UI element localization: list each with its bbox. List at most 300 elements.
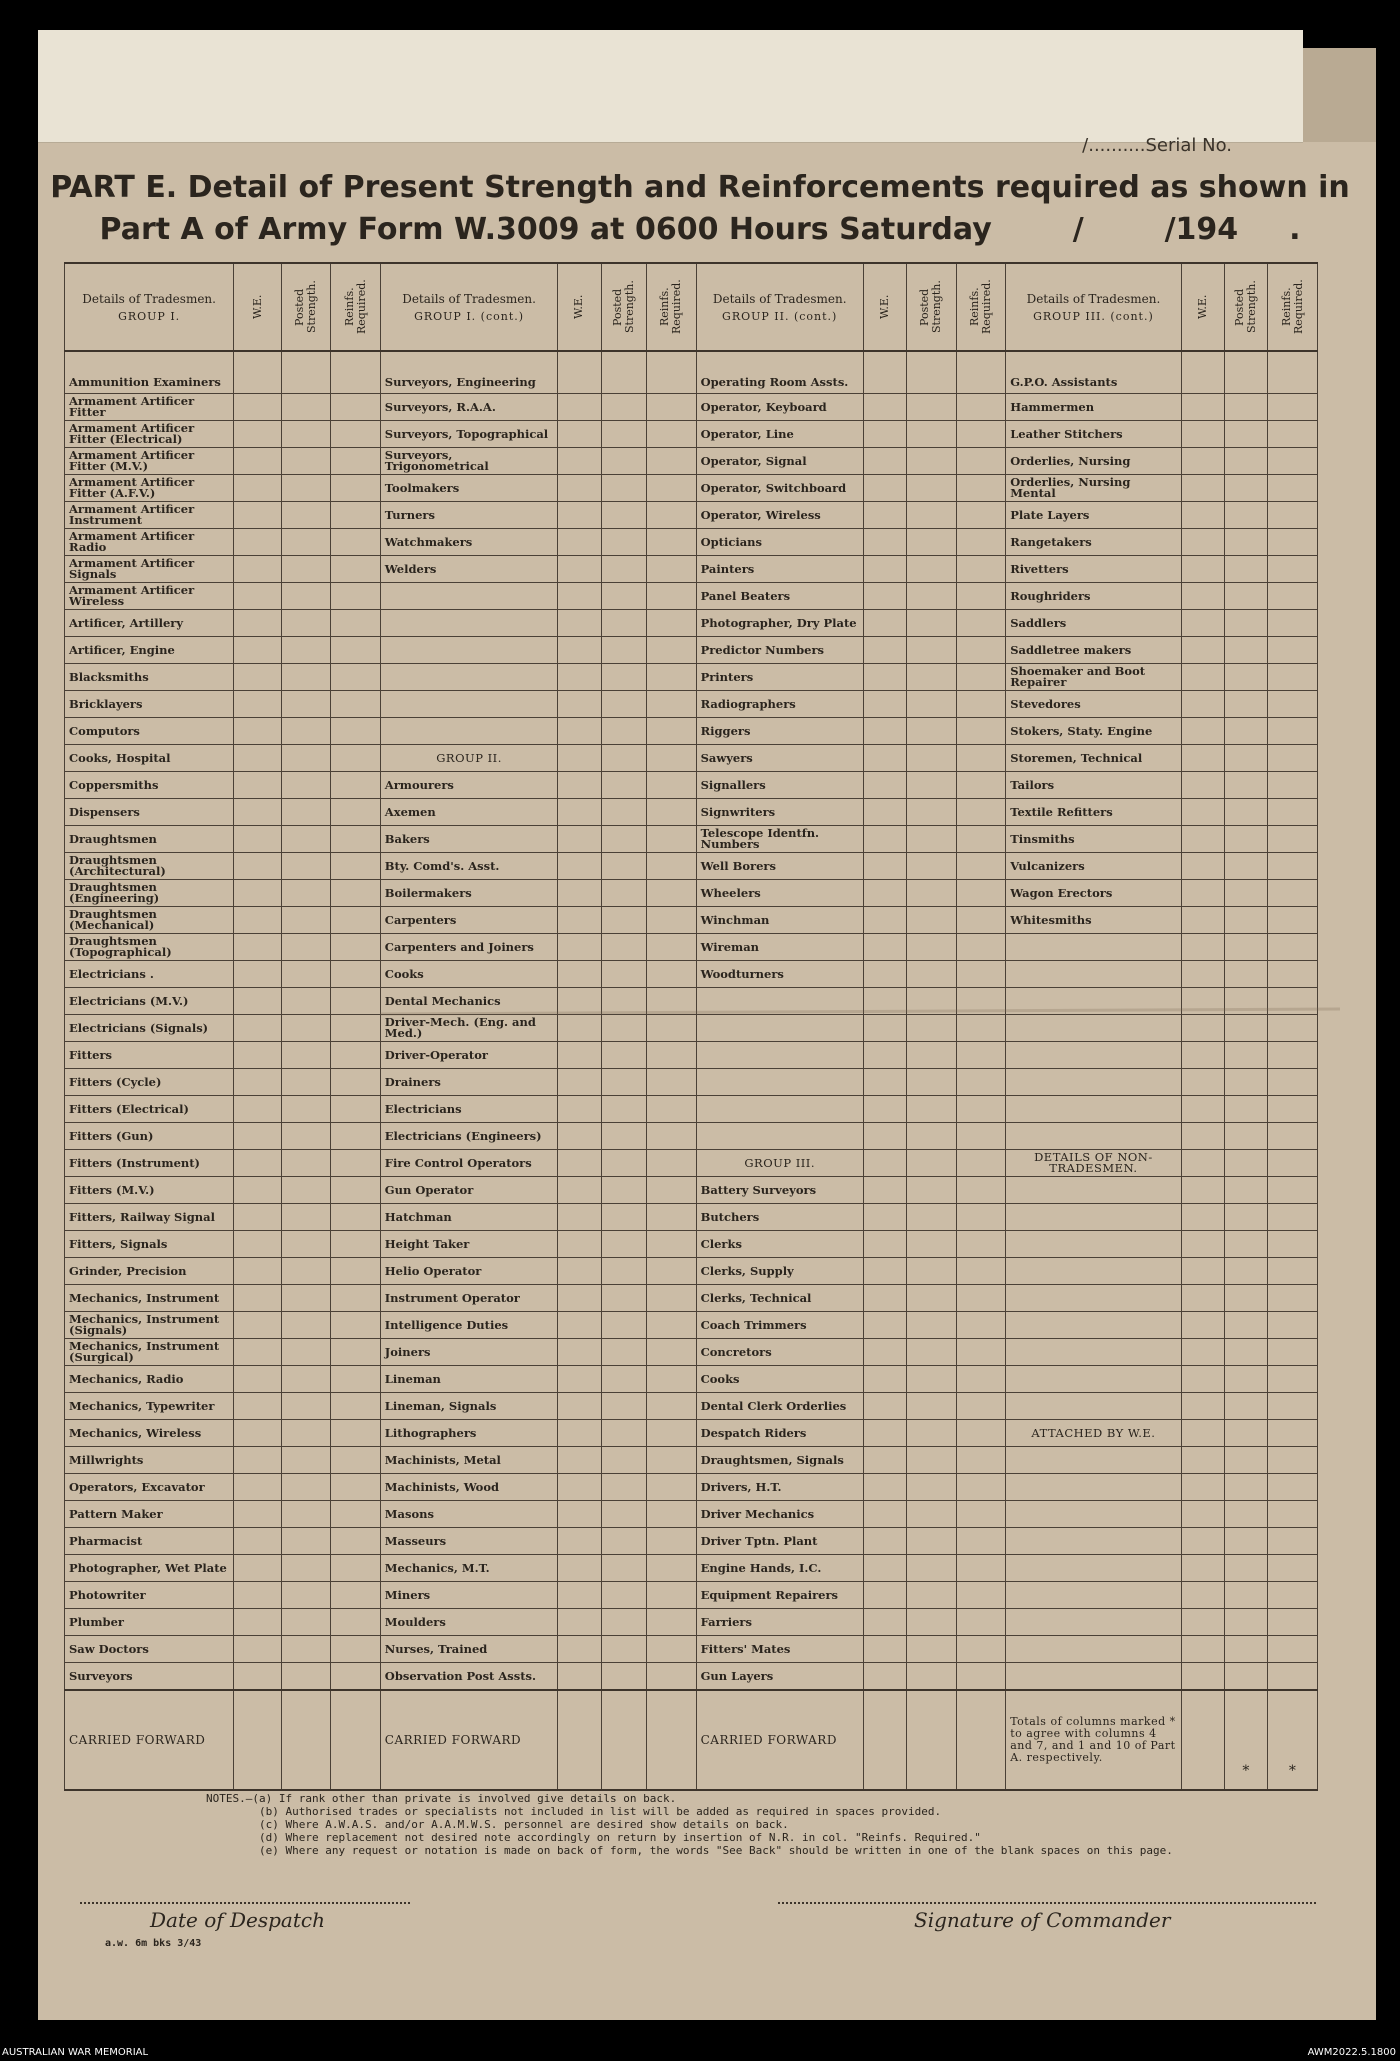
entry-cell[interactable] — [1225, 448, 1268, 475]
entry-cell[interactable] — [863, 1096, 906, 1123]
entry-cell[interactable] — [558, 529, 601, 556]
entry-cell[interactable] — [234, 1285, 281, 1312]
entry-cell[interactable] — [907, 691, 957, 718]
entry-cell[interactable] — [956, 691, 1006, 718]
entry-cell[interactable] — [1181, 1123, 1224, 1150]
entry-cell[interactable] — [558, 1069, 601, 1096]
entry-cell[interactable] — [331, 1393, 381, 1420]
entry-cell[interactable] — [1181, 1312, 1224, 1339]
entry-cell[interactable] — [558, 502, 601, 529]
entry-cell[interactable] — [863, 880, 906, 907]
entry-cell[interactable] — [1181, 1069, 1224, 1096]
entry-cell[interactable] — [234, 1312, 281, 1339]
entry-cell[interactable] — [281, 880, 331, 907]
entry-cell[interactable] — [1225, 1339, 1268, 1366]
entry-cell[interactable] — [1225, 907, 1268, 934]
entry-cell[interactable] — [558, 961, 601, 988]
entry-cell[interactable] — [1181, 637, 1224, 664]
entry-cell[interactable] — [1181, 799, 1224, 826]
entry-cell[interactable] — [863, 1555, 906, 1582]
entry-cell[interactable] — [863, 583, 906, 610]
entry-cell[interactable] — [956, 556, 1006, 583]
entry-cell[interactable] — [331, 745, 381, 772]
entry-cell[interactable] — [331, 691, 381, 718]
entry-cell[interactable] — [558, 1312, 601, 1339]
entry-cell[interactable] — [281, 1339, 331, 1366]
entry-cell[interactable] — [558, 421, 601, 448]
entry-cell[interactable] — [558, 1204, 601, 1231]
entry-cell[interactable] — [863, 664, 906, 691]
entry-cell[interactable] — [281, 1393, 331, 1420]
entry-cell[interactable] — [956, 1609, 1006, 1636]
entry-cell[interactable] — [907, 1042, 957, 1069]
entry-cell[interactable] — [907, 421, 957, 448]
entry-cell[interactable] — [907, 1393, 957, 1420]
entry-cell[interactable] — [331, 1150, 381, 1177]
entry-cell[interactable] — [281, 1312, 331, 1339]
entry-cell[interactable] — [907, 799, 957, 826]
entry-cell[interactable] — [1268, 1123, 1318, 1150]
entry-cell[interactable] — [1181, 1582, 1224, 1609]
entry-cell[interactable] — [1225, 502, 1268, 529]
entry-cell[interactable] — [863, 745, 906, 772]
entry-cell[interactable] — [1225, 1150, 1268, 1177]
entry-cell[interactable] — [1268, 1420, 1318, 1447]
entry-cell[interactable] — [234, 799, 281, 826]
entry-cell[interactable] — [907, 529, 957, 556]
entry-cell[interactable] — [956, 1042, 1006, 1069]
entry-cell[interactable] — [1181, 853, 1224, 880]
entry-cell[interactable] — [601, 1393, 646, 1420]
entry-cell[interactable] — [1268, 1582, 1318, 1609]
entry-cell[interactable] — [1225, 745, 1268, 772]
entry-cell[interactable] — [1181, 1231, 1224, 1258]
entry-cell[interactable] — [1225, 772, 1268, 799]
entry-cell[interactable] — [1268, 610, 1318, 637]
entry-cell[interactable] — [1225, 1393, 1268, 1420]
entry-cell[interactable] — [601, 880, 646, 907]
entry-cell[interactable] — [647, 880, 697, 907]
entry-cell[interactable] — [558, 1339, 601, 1366]
entry-cell[interactable] — [601, 1636, 646, 1663]
entry-cell[interactable] — [331, 1204, 381, 1231]
entry-cell[interactable] — [601, 394, 646, 421]
entry-cell[interactable] — [1181, 745, 1224, 772]
entry-cell[interactable] — [281, 1150, 331, 1177]
entry-cell[interactable] — [558, 475, 601, 502]
entry-cell[interactable] — [956, 853, 1006, 880]
entry-cell[interactable] — [647, 1042, 697, 1069]
entry-cell[interactable] — [1181, 1096, 1224, 1123]
entry-cell[interactable] — [863, 448, 906, 475]
entry-cell[interactable] — [907, 1312, 957, 1339]
entry-cell[interactable] — [281, 421, 331, 448]
entry-cell[interactable] — [331, 1258, 381, 1285]
blank-trade-cell[interactable] — [1006, 1312, 1181, 1339]
entry-cell[interactable] — [907, 583, 957, 610]
entry-cell[interactable] — [647, 1258, 697, 1285]
entry-cell[interactable] — [907, 1528, 957, 1555]
entry-cell[interactable] — [647, 664, 697, 691]
entry-cell[interactable] — [234, 1393, 281, 1420]
entry-cell[interactable] — [647, 610, 697, 637]
entry-cell[interactable] — [863, 502, 906, 529]
entry-cell[interactable] — [281, 1177, 331, 1204]
entry-cell[interactable] — [907, 1366, 957, 1393]
entry-cell[interactable] — [863, 1582, 906, 1609]
entry-cell[interactable] — [907, 1636, 957, 1663]
entry-cell[interactable] — [863, 1636, 906, 1663]
entry-cell[interactable] — [1181, 1042, 1224, 1069]
entry-cell[interactable] — [234, 637, 281, 664]
blank-trade-cell[interactable] — [696, 1015, 863, 1042]
entry-cell[interactable] — [863, 1204, 906, 1231]
entry-cell[interactable] — [863, 1528, 906, 1555]
entry-cell[interactable] — [1225, 1069, 1268, 1096]
entry-cell[interactable] — [1268, 1609, 1318, 1636]
entry-cell[interactable] — [281, 529, 331, 556]
entry-cell[interactable] — [1268, 1096, 1318, 1123]
entry-cell[interactable] — [558, 1528, 601, 1555]
entry-cell[interactable] — [331, 961, 381, 988]
entry-cell[interactable] — [907, 1204, 957, 1231]
entry-cell[interactable] — [281, 988, 331, 1015]
entry-cell[interactable] — [1225, 880, 1268, 907]
entry-cell[interactable] — [331, 718, 381, 745]
entry-cell[interactable] — [558, 351, 601, 394]
entry-cell[interactable] — [331, 610, 381, 637]
entry-cell[interactable] — [281, 1447, 331, 1474]
entry-cell[interactable] — [234, 583, 281, 610]
blank-trade-cell[interactable] — [380, 637, 558, 664]
entry-cell[interactable] — [558, 1366, 601, 1393]
entry-cell[interactable] — [281, 691, 331, 718]
entry-cell[interactable] — [647, 1690, 697, 1790]
entry-cell[interactable] — [647, 961, 697, 988]
entry-cell[interactable] — [601, 1123, 646, 1150]
entry-cell[interactable] — [281, 583, 331, 610]
entry-cell[interactable] — [331, 394, 381, 421]
entry-cell[interactable] — [601, 1204, 646, 1231]
entry-cell[interactable] — [601, 610, 646, 637]
entry-cell[interactable] — [956, 583, 1006, 610]
entry-cell[interactable] — [234, 351, 281, 394]
entry-cell[interactable] — [907, 1474, 957, 1501]
entry-cell[interactable] — [601, 853, 646, 880]
entry-cell[interactable] — [558, 1636, 601, 1663]
entry-cell[interactable] — [234, 556, 281, 583]
entry-cell[interactable] — [281, 1285, 331, 1312]
entry-cell[interactable] — [558, 664, 601, 691]
entry-cell[interactable] — [863, 826, 906, 853]
entry-cell[interactable] — [907, 610, 957, 637]
entry-cell[interactable] — [956, 1690, 1006, 1790]
entry-cell[interactable] — [234, 691, 281, 718]
entry-cell[interactable] — [234, 1177, 281, 1204]
entry-cell[interactable] — [1225, 1204, 1268, 1231]
entry-cell[interactable] — [558, 1663, 601, 1691]
entry-cell[interactable] — [601, 934, 646, 961]
entry-cell[interactable] — [863, 529, 906, 556]
blank-trade-cell[interactable] — [1006, 1474, 1181, 1501]
entry-cell[interactable] — [647, 1123, 697, 1150]
entry-cell[interactable] — [601, 502, 646, 529]
entry-cell[interactable] — [1225, 826, 1268, 853]
entry-cell[interactable] — [863, 421, 906, 448]
entry-cell[interactable] — [956, 1474, 1006, 1501]
entry-cell[interactable] — [331, 529, 381, 556]
entry-cell[interactable] — [558, 1042, 601, 1069]
entry-cell[interactable] — [647, 1447, 697, 1474]
entry-cell[interactable] — [331, 1312, 381, 1339]
entry-cell[interactable] — [647, 1015, 697, 1042]
blank-trade-cell[interactable] — [1006, 1501, 1181, 1528]
entry-cell[interactable] — [281, 1582, 331, 1609]
entry-cell[interactable] — [1268, 1312, 1318, 1339]
entry-cell[interactable] — [234, 772, 281, 799]
blank-trade-cell[interactable] — [696, 1042, 863, 1069]
entry-cell[interactable] — [907, 1231, 957, 1258]
entry-cell[interactable] — [558, 1501, 601, 1528]
blank-trade-cell[interactable] — [1006, 1663, 1181, 1691]
entry-cell[interactable] — [863, 1231, 906, 1258]
entry-cell[interactable] — [907, 1555, 957, 1582]
entry-cell[interactable] — [281, 1042, 331, 1069]
entry-cell[interactable] — [956, 394, 1006, 421]
entry-cell[interactable] — [331, 1069, 381, 1096]
blank-trade-cell[interactable] — [696, 1123, 863, 1150]
entry-cell[interactable] — [907, 1123, 957, 1150]
entry-cell[interactable] — [331, 1582, 381, 1609]
blank-trade-cell[interactable] — [1006, 961, 1181, 988]
entry-cell[interactable] — [1181, 1474, 1224, 1501]
entry-cell[interactable] — [234, 1231, 281, 1258]
blank-trade-cell[interactable] — [1006, 1555, 1181, 1582]
entry-cell[interactable] — [956, 421, 1006, 448]
entry-cell[interactable] — [558, 1231, 601, 1258]
entry-cell[interactable] — [907, 664, 957, 691]
entry-cell[interactable] — [907, 1447, 957, 1474]
entry-cell[interactable] — [558, 1447, 601, 1474]
entry-cell[interactable] — [863, 1312, 906, 1339]
entry-cell[interactable] — [281, 1528, 331, 1555]
entry-cell[interactable] — [1268, 351, 1318, 394]
entry-cell[interactable] — [1181, 1636, 1224, 1663]
entry-cell[interactable] — [601, 1042, 646, 1069]
entry-cell[interactable] — [234, 1501, 281, 1528]
entry-cell[interactable] — [331, 826, 381, 853]
entry-cell[interactable] — [1268, 1474, 1318, 1501]
entry-cell[interactable] — [601, 1069, 646, 1096]
entry-cell[interactable] — [956, 961, 1006, 988]
entry-cell[interactable] — [234, 1366, 281, 1393]
entry-cell[interactable] — [907, 1069, 957, 1096]
entry-cell[interactable] — [601, 718, 646, 745]
entry-cell[interactable] — [281, 1663, 331, 1691]
entry-cell[interactable] — [647, 1609, 697, 1636]
entry-cell[interactable] — [558, 1393, 601, 1420]
entry-cell[interactable] — [601, 772, 646, 799]
entry-cell[interactable] — [281, 853, 331, 880]
entry-cell[interactable] — [1181, 772, 1224, 799]
entry-cell[interactable] — [601, 1609, 646, 1636]
entry-cell[interactable] — [1181, 1447, 1224, 1474]
entry-cell[interactable] — [281, 448, 331, 475]
entry-cell[interactable] — [234, 1123, 281, 1150]
entry-cell[interactable] — [1181, 529, 1224, 556]
entry-cell[interactable] — [331, 772, 381, 799]
entry-cell[interactable] — [1181, 934, 1224, 961]
entry-cell[interactable] — [601, 745, 646, 772]
entry-cell[interactable] — [956, 664, 1006, 691]
entry-cell[interactable] — [1181, 691, 1224, 718]
entry-cell[interactable] — [647, 502, 697, 529]
entry-cell[interactable] — [1225, 1042, 1268, 1069]
entry-cell[interactable] — [331, 1042, 381, 1069]
entry-cell[interactable] — [281, 772, 331, 799]
entry-cell[interactable] — [601, 1096, 646, 1123]
entry-cell[interactable] — [863, 1015, 906, 1042]
entry-cell[interactable] — [558, 1555, 601, 1582]
entry-cell[interactable] — [863, 799, 906, 826]
entry-cell[interactable] — [1181, 1366, 1224, 1393]
entry-cell[interactable] — [863, 1042, 906, 1069]
entry-cell[interactable] — [234, 448, 281, 475]
entry-cell[interactable] — [647, 1069, 697, 1096]
entry-cell[interactable] — [331, 853, 381, 880]
entry-cell[interactable] — [956, 351, 1006, 394]
entry-cell[interactable] — [956, 1528, 1006, 1555]
entry-cell[interactable] — [956, 1204, 1006, 1231]
entry-cell[interactable] — [281, 1123, 331, 1150]
entry-cell[interactable] — [1268, 718, 1318, 745]
entry-cell[interactable] — [281, 351, 331, 394]
entry-cell[interactable] — [234, 610, 281, 637]
entry-cell[interactable] — [1181, 1339, 1224, 1366]
entry-cell[interactable] — [601, 448, 646, 475]
entry-cell[interactable] — [1181, 1501, 1224, 1528]
entry-cell[interactable] — [1268, 934, 1318, 961]
entry-cell[interactable] — [863, 853, 906, 880]
entry-cell[interactable] — [1225, 1285, 1268, 1312]
entry-cell[interactable] — [647, 907, 697, 934]
entry-cell[interactable] — [1268, 556, 1318, 583]
entry-cell[interactable] — [234, 1528, 281, 1555]
entry-cell[interactable] — [863, 1339, 906, 1366]
entry-cell[interactable] — [647, 1177, 697, 1204]
entry-cell[interactable] — [601, 1285, 646, 1312]
entry-cell[interactable] — [647, 394, 697, 421]
entry-cell[interactable] — [1268, 1339, 1318, 1366]
entry-cell[interactable] — [1268, 475, 1318, 502]
entry-cell[interactable] — [601, 799, 646, 826]
entry-cell[interactable] — [601, 1663, 646, 1691]
entry-cell[interactable] — [1268, 907, 1318, 934]
entry-cell[interactable] — [1268, 1447, 1318, 1474]
entry-cell[interactable] — [1225, 934, 1268, 961]
entry-cell[interactable] — [956, 1258, 1006, 1285]
entry-cell[interactable] — [281, 1636, 331, 1663]
entry-cell[interactable] — [863, 394, 906, 421]
entry-cell[interactable] — [1225, 1447, 1268, 1474]
entry-cell[interactable] — [331, 1123, 381, 1150]
entry-cell[interactable] — [1268, 799, 1318, 826]
entry-cell[interactable] — [1268, 691, 1318, 718]
entry-cell[interactable] — [907, 1420, 957, 1447]
entry-cell[interactable] — [647, 351, 697, 394]
entry-cell[interactable] — [331, 1663, 381, 1691]
entry-cell[interactable] — [281, 1204, 331, 1231]
entry-cell[interactable] — [331, 1501, 381, 1528]
entry-cell[interactable] — [601, 1231, 646, 1258]
blank-trade-cell[interactable] — [1006, 1096, 1181, 1123]
entry-cell[interactable] — [601, 1339, 646, 1366]
blank-trade-cell[interactable] — [1006, 1366, 1181, 1393]
entry-cell[interactable] — [558, 637, 601, 664]
entry-cell[interactable] — [331, 351, 381, 394]
entry-cell[interactable] — [956, 475, 1006, 502]
entry-cell[interactable] — [1268, 1636, 1318, 1663]
entry-cell[interactable] — [863, 556, 906, 583]
entry-cell[interactable] — [558, 718, 601, 745]
entry-cell[interactable] — [863, 718, 906, 745]
entry-cell[interactable] — [956, 1096, 1006, 1123]
entry-cell[interactable] — [863, 475, 906, 502]
entry-cell[interactable] — [1268, 1528, 1318, 1555]
entry-cell[interactable] — [281, 1366, 331, 1393]
entry-cell[interactable] — [647, 826, 697, 853]
blank-trade-cell[interactable] — [696, 1069, 863, 1096]
entry-cell[interactable] — [558, 1150, 601, 1177]
entry-cell[interactable] — [863, 1366, 906, 1393]
blank-trade-cell[interactable] — [1006, 1447, 1181, 1474]
entry-cell[interactable] — [331, 1366, 381, 1393]
entry-cell[interactable] — [907, 1501, 957, 1528]
entry-cell[interactable] — [907, 637, 957, 664]
entry-cell[interactable] — [1225, 1231, 1268, 1258]
entry-cell[interactable] — [281, 1690, 331, 1790]
entry-cell[interactable] — [234, 988, 281, 1015]
entry-cell[interactable] — [281, 745, 331, 772]
entry-cell[interactable] — [331, 988, 381, 1015]
entry-cell[interactable] — [907, 907, 957, 934]
entry-cell[interactable] — [863, 1420, 906, 1447]
entry-cell[interactable] — [1225, 394, 1268, 421]
entry-cell[interactable] — [234, 1663, 281, 1691]
entry-cell[interactable] — [281, 394, 331, 421]
entry-cell[interactable] — [1268, 1393, 1318, 1420]
entry-cell[interactable] — [647, 745, 697, 772]
entry-cell[interactable] — [601, 1447, 646, 1474]
entry-cell[interactable] — [281, 961, 331, 988]
entry-cell[interactable] — [331, 1474, 381, 1501]
entry-cell[interactable] — [863, 1474, 906, 1501]
entry-cell[interactable] — [907, 1258, 957, 1285]
entry-cell[interactable] — [647, 637, 697, 664]
entry-cell[interactable] — [331, 1015, 381, 1042]
entry-cell[interactable] — [234, 1150, 281, 1177]
entry-cell[interactable] — [331, 637, 381, 664]
entry-cell[interactable] — [956, 1123, 1006, 1150]
entry-cell[interactable] — [863, 772, 906, 799]
entry-cell[interactable] — [601, 1015, 646, 1042]
entry-cell[interactable] — [647, 1150, 697, 1177]
entry-cell[interactable] — [558, 394, 601, 421]
entry-cell[interactable] — [234, 502, 281, 529]
entry-cell[interactable] — [1225, 1555, 1268, 1582]
entry-cell[interactable] — [234, 880, 281, 907]
entry-cell[interactable] — [1268, 961, 1318, 988]
